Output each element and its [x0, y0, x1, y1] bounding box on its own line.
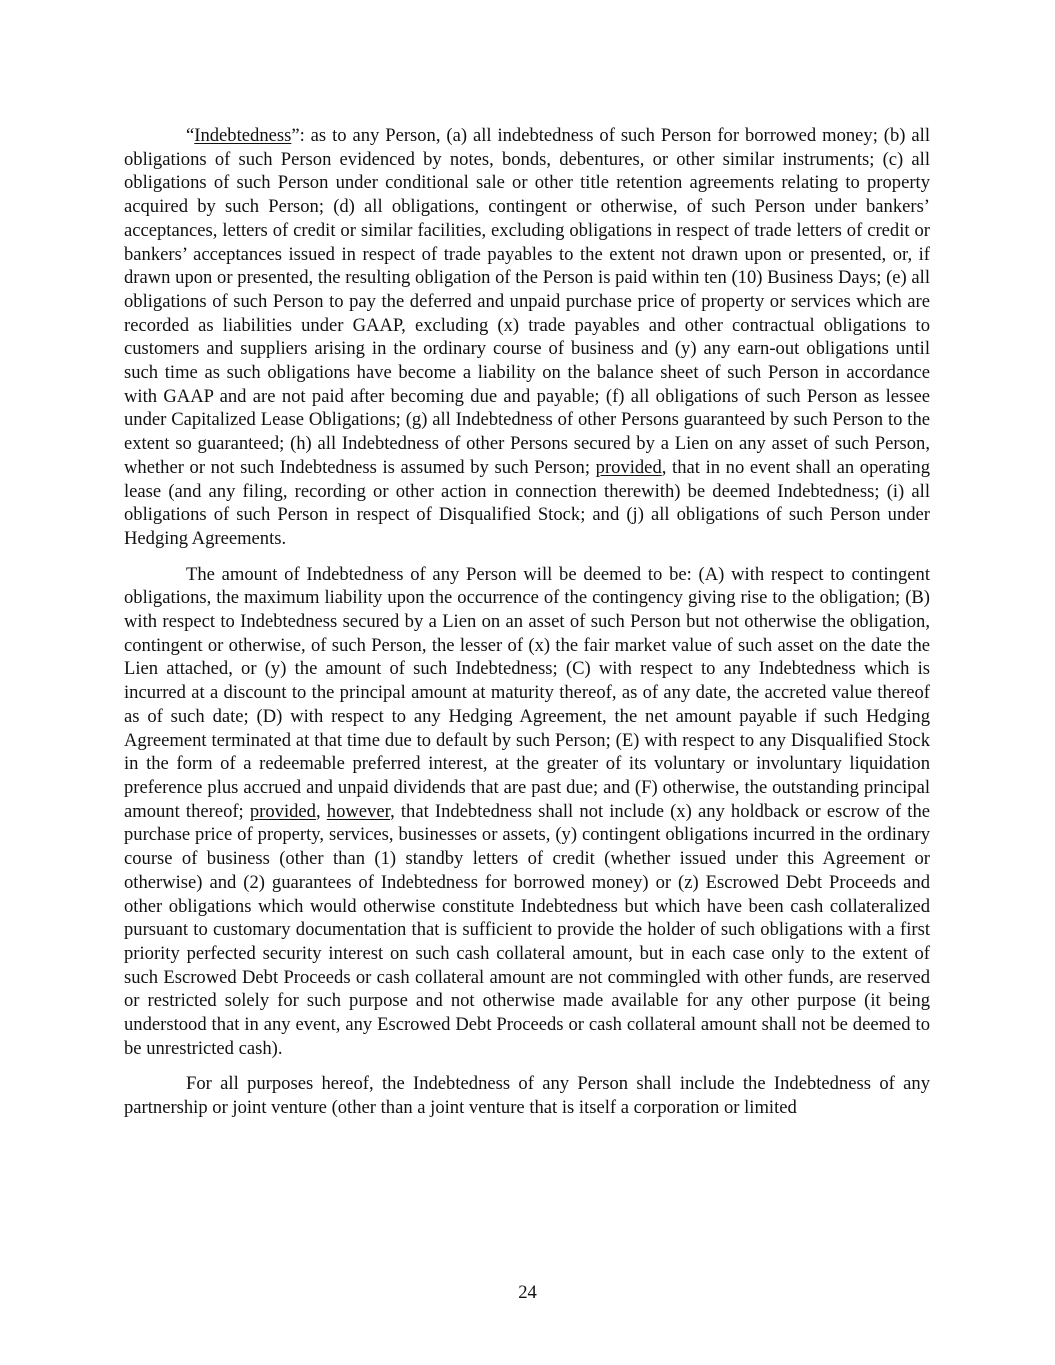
- page-number: 24: [518, 1282, 537, 1303]
- text-segment: For all purposes hereof, the Indebtedness of any Person shall include the Indebtedness of any partnership or joint venture (other than a joint venture that is itself a corporation or limited: [124, 1073, 930, 1119]
- text-segment: “: [186, 125, 195, 146]
- paragraph-partnership-indebtedness: [124, 1072, 930, 1119]
- defined-term-indebtedness: Indebtedness: [194, 125, 292, 146]
- paragraph-indebtedness-definition: [124, 124, 930, 551]
- underlined-term-provided: provided: [595, 456, 662, 478]
- text-segment: , that in no event shall an operating lease (and any filing, recording or other action in connection therewith) be deemed Indebtedness; (i) all obligations of such Person in respect of Disqualified Stock; and (j) all obligations of such Person under Hedging Agreements.: [124, 456, 930, 549]
- text-segment: ,: [315, 800, 327, 822]
- text-segment: , that Indebtedness shall not include (x) any holdback or escrow of the purchase price of property, services, businesses or assets, (y) contingent obligations incurred in the ordinary course of business (other than (1) standby letters of credit (whether issued under this Agreement or otherwise) and (2) guarantees of Indebtedness for borrowed money) or (z) Escrowed Debt Proceeds and other obligations which would otherwise constitute Indebtedness but which have been cash collateralized pursuant to customary documentation that is sufficient to provide the holder of such obligations with a first priority perfected security interest on such cash collateral amount, but in each case only to the extent of such Escrowed Debt Proceeds or cash collateral amount are not commingled with other funds, are reserved or restricted solely for such purpose and not otherwise made available for any other purpose (it being understood that in any event, any Escrowed Debt Proceeds or cash collateral amount shall not be deemed to be unrestricted cash).: [124, 800, 930, 1059]
- paragraph-amount-of-indebtedness: [124, 563, 930, 1061]
- underlined-term-provided: provided: [249, 800, 316, 822]
- document-body: [124, 124, 930, 1132]
- underlined-term-however: however: [326, 800, 391, 822]
- text-segment: ”: as to any Person, (a) all indebtedness of such Person for borrowed money; (b) all obligations of such Person evidenced by notes, bonds, debentures, or other similar instruments; (c) all obligations of such Person under conditional sale or other title retention agreements relating to property acquired by such Person; (d) all obligations, contingent or otherwise, of such Person under bankers’ acceptances, letters of credit or similar facilities, excluding obligations in respect of trade letters of credit or bankers’ acceptances issued in respect of trade payables to the extent not drawn upon or presented, or, if drawn upon or presented, the resulting obligation of the Person is paid within ten (10) Business Days; (e) all obligations of such Person to pay the deferred and unpaid purchase price of property or services which are recorded as liabilities under GAAP, excluding (x) trade payables and other contractual obligations to customers and suppliers arising in the ordinary course of business and (y) any earn-out obligations until such time as such obligations have become a liability on the balance sheet of such Person in accordance with GAAP and are not paid after becoming due and payable; (f) all obligations of such Person as lessee under Capitalized Lease Obligations; (g) all Indebtedness of other Persons guaranteed by such Person to the extent so guaranteed; (h) all Indebtedness of other Persons secured by a Lien on any asset of such Person, whether or not such Indebtedness is assumed by such Person;: [124, 125, 930, 478]
- text-segment: The amount of Indebtedness of any Person will be deemed to be: (A) with respect to contingent obligations, the maximum liability upon the occurrence of the contingency giving rise to the obligation; (B) with respect to Indebtedness secured by a Lien on an asset of such Person but not otherwise the obligation, contingent or otherwise, of such Person, the lesser of (x) the fair market value of such asset on the date the Lien attached, or (y) the amount of such Indebtedness; (C) with respect to any Indebtedness which is incurred at a discount to the principal amount at maturity thereof, as of any date, the accreted value thereof as of such date; (D) with respect to any Hedging Agreement, the net amount payable if such Hedging Agreement terminated at that time due to default by such Person; (E) with respect to any Disqualified Stock in the form of a redeemable preferred interest, at the greater of its voluntary or involuntary liquidation preference plus accrued and unpaid dividends that are past due; and (F) otherwise, the outstanding principal amount thereof;: [124, 563, 930, 822]
